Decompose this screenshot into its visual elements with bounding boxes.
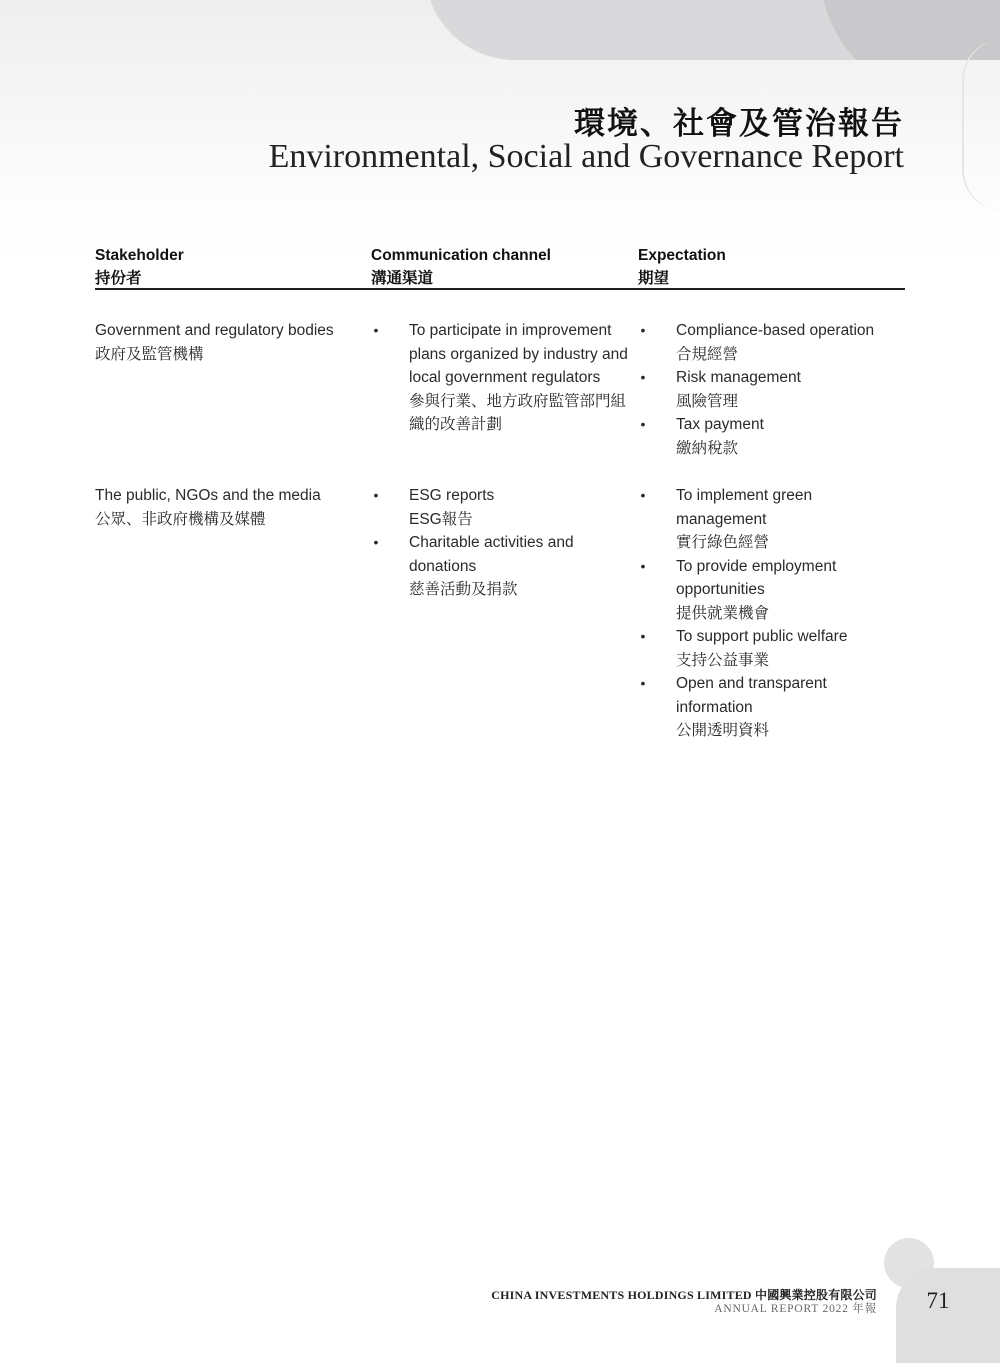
list-item-line: local government regulators — [409, 369, 601, 386]
footer-report-label: ANNUAL REPORT 2022 年報 — [714, 1303, 877, 1315]
column-header-stakeholder — [95, 244, 184, 290]
stakeholder-zh: 公眾、非政府機構及媒體 — [95, 510, 266, 528]
list-item-line: 公開透明資料 — [676, 722, 770, 739]
stakeholder-en: The public, NGOs and the media — [95, 487, 321, 504]
column-header-expectation — [638, 244, 726, 290]
list-item — [638, 319, 874, 366]
bullet-icon: • — [373, 534, 379, 550]
list-item-line: opportunities — [676, 581, 765, 598]
list-item-line: ESG報告 — [409, 510, 473, 528]
expectation-cell — [638, 484, 847, 743]
list-item-line: To implement green — [676, 487, 813, 504]
list-item-line: management — [676, 510, 767, 528]
list-item-line: Charitable activities and — [409, 534, 574, 551]
stakeholder-en: Government and regulatory bodies — [95, 322, 334, 339]
bullet-icon: • — [640, 557, 646, 574]
column-header-zh: 期望 — [638, 270, 670, 287]
column-header-zh: 持份者 — [95, 270, 142, 287]
list-item-line: 支持公益事業 — [676, 651, 770, 669]
list-item — [371, 531, 574, 602]
column-header-en: Communication channel — [371, 247, 551, 264]
decorative-curve — [962, 40, 1000, 210]
list-item-line: ESG reports — [409, 487, 495, 504]
column-header-channel — [371, 244, 551, 290]
page-title-chinese: 環境、社會及管治報告 — [574, 106, 904, 142]
channel-cell — [371, 484, 574, 602]
list-item-line: 織的改善計劃 — [409, 416, 503, 433]
bullet-icon: • — [640, 675, 646, 691]
column-header-en: Expectation — [638, 247, 726, 264]
list-item-line: Open and transparent — [676, 675, 827, 692]
list-item-line: plans organized by industry and — [409, 345, 628, 363]
list-item-line: Risk management — [676, 369, 801, 386]
bullet-icon: • — [640, 369, 646, 385]
list-item — [638, 555, 847, 626]
list-item — [638, 484, 847, 555]
list-item-line: To participate in improvement — [409, 322, 612, 339]
header-rule — [95, 288, 905, 290]
list-item-line: Tax payment — [676, 416, 764, 433]
list-item-line: 參與行業、地方政府監管部門組 — [409, 392, 627, 410]
page-number-tab — [896, 1268, 1000, 1363]
bullet-icon: • — [640, 416, 646, 432]
list-item-line: 繳納稅款 — [676, 439, 739, 457]
list-item — [638, 625, 847, 672]
expectation-cell — [638, 319, 874, 460]
list-item-line: 慈善活動及捐款 — [409, 581, 518, 598]
list-item — [638, 366, 874, 413]
list-item-line: Compliance-based operation — [676, 322, 875, 339]
channel-cell — [371, 319, 628, 437]
list-item-line: To provide employment — [676, 557, 837, 575]
bullet-icon: • — [640, 322, 646, 338]
bullet-icon: • — [373, 487, 379, 503]
bullet-icon: • — [373, 322, 379, 338]
page-title-english: Environmental, Social and Governance Report — [268, 138, 904, 175]
list-item-line: donations — [409, 557, 477, 575]
list-item-line: 合規經營 — [676, 345, 739, 363]
page-number: 71 — [926, 1288, 950, 1313]
column-header-en: Stakeholder — [95, 247, 184, 264]
column-header-zh: 溝通渠道 — [371, 270, 434, 287]
stakeholder-zh: 政府及監管機構 — [95, 345, 204, 363]
list-item — [638, 672, 847, 743]
list-item-line: To support public welfare — [676, 628, 848, 645]
stakeholder-cell — [95, 319, 334, 366]
bullet-icon: • — [640, 628, 646, 644]
list-item-line: 提供就業機會 — [676, 604, 770, 622]
list-item — [371, 319, 628, 437]
stakeholder-cell — [95, 484, 321, 531]
list-item-line: information — [676, 698, 753, 716]
footer-company-name: CHINA INVESTMENTS HOLDINGS LIMITED 中國興業控股有限公司 — [491, 1288, 877, 1302]
list-item — [638, 413, 874, 460]
bullet-icon: • — [640, 487, 646, 503]
list-item-line: 實行綠色經營 — [676, 534, 770, 551]
list-item-line: 風險管理 — [676, 392, 739, 410]
list-item — [371, 484, 574, 531]
